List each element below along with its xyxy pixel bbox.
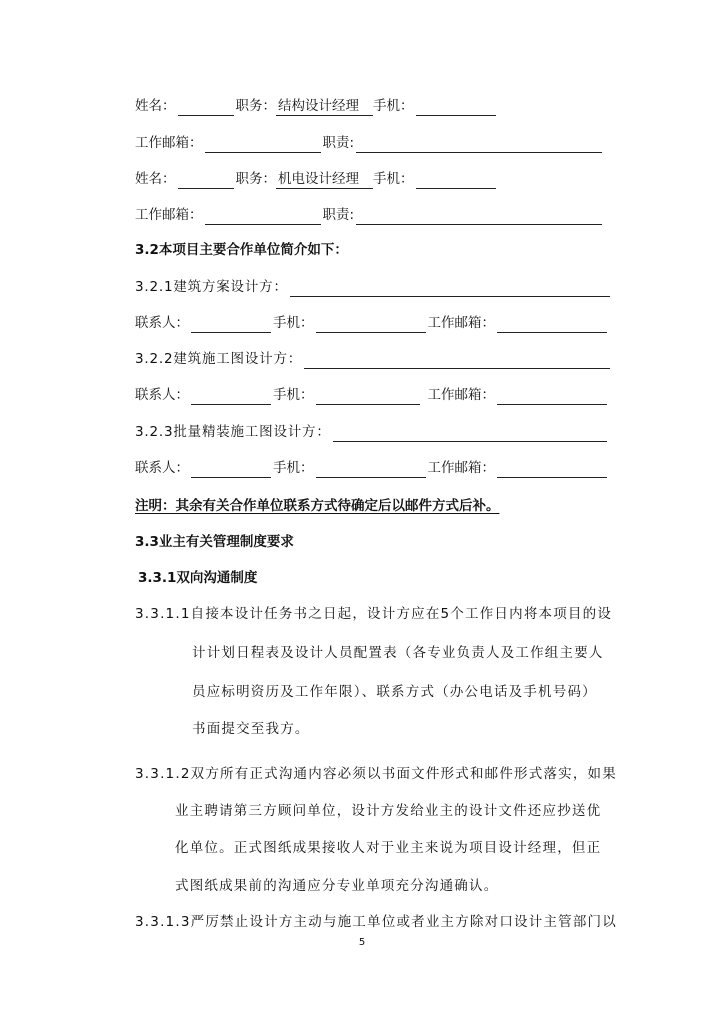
clause-line: 式图纸成果前的沟通应分专业单项充分沟通确认。 — [175, 878, 499, 894]
cooperation-note: 注明：其余有关合作单位联系方式待确定后以邮件方式后补。 — [135, 498, 500, 514]
clause-number: 3.3.1.3 — [135, 914, 191, 930]
unit-label: 3.2.2建筑施工图设计方： — [135, 351, 303, 367]
email-blank — [205, 208, 321, 225]
unit-row — [135, 349, 612, 369]
clause-line: 书面提交至我方。 — [192, 721, 310, 737]
phone-label: 手机： — [273, 387, 314, 403]
clause-3-3-1-2 — [135, 762, 617, 782]
name-label: 姓名： — [135, 171, 176, 187]
email-blank — [497, 388, 607, 405]
section-3-2-heading: 3.2本项目主要合作单位简介如下： — [135, 242, 348, 258]
duty-blank — [356, 208, 602, 225]
email-label: 工作邮箱： — [135, 135, 203, 151]
clause-line: 业主聘请第三方顾问单位，设计方发给业主的设计文件还应抄送优 — [175, 803, 602, 819]
email-label: 工作邮箱： — [135, 207, 203, 223]
unit-blank — [304, 352, 610, 369]
clause-number: 3.3.1.2 — [135, 766, 191, 782]
contact-label: 联系人： — [135, 460, 189, 476]
contact-blank — [191, 316, 271, 333]
name-blank — [178, 99, 234, 116]
clause-3-3-1-1 — [135, 602, 612, 622]
unit-blank — [290, 280, 610, 297]
unit-row — [135, 422, 609, 442]
unit-label: 3.2.3批量精装施工图设计方： — [135, 424, 331, 440]
clause-line: 计计划日程表及设计人员配置表（各专业负责人及工作组主要人 — [192, 645, 604, 661]
email-label: 工作邮箱： — [427, 315, 495, 331]
contact-label: 联系人： — [135, 387, 189, 403]
page-number: 5 — [358, 937, 366, 948]
clause-number: 3.3.1.1 — [135, 606, 191, 622]
contact-row-name — [135, 169, 498, 189]
email-label: 工作邮箱： — [427, 387, 495, 403]
duty-blank — [356, 136, 602, 153]
name-label: 姓名： — [135, 98, 176, 114]
clause-line: 化单位。正式图纸成果接收人对于业主来说为项目设计经理，但正 — [175, 840, 602, 856]
clause-line: 员应标明资历及工作年限）、联系方式（办公电话及手机号码） — [192, 684, 597, 700]
phone-blank — [316, 461, 426, 478]
position-label: 职务： — [235, 171, 276, 187]
phone-label: 手机： — [273, 315, 314, 331]
unit-contact-row — [135, 385, 609, 405]
unit-row — [135, 277, 612, 297]
contact-row-email — [135, 205, 604, 225]
position-label: 职务： — [235, 98, 276, 114]
unit-label: 3.2.1建筑方案设计方： — [135, 279, 288, 295]
duty-label: 职责: — [322, 135, 355, 151]
contact-label: 联系人： — [135, 315, 189, 331]
clause-line: 严厉禁止设计方主动与施工单位或者业主方除对口设计主管部门以 — [190, 914, 617, 930]
position-value: 结构设计经理 — [276, 97, 373, 116]
phone-blank — [316, 316, 426, 333]
section-3-3-1-heading: 3.3.1双向沟通制度 — [138, 570, 258, 586]
email-blank — [497, 316, 607, 333]
name-blank — [178, 172, 234, 189]
contact-row-name — [135, 96, 498, 116]
section-3-3-heading: 3.3业主有关管理制度要求 — [135, 534, 294, 550]
email-blank — [497, 461, 607, 478]
duty-label: 职责: — [322, 207, 355, 223]
unit-blank — [333, 425, 607, 442]
position-value: 机电设计经理 — [276, 170, 373, 189]
phone-label: 手机： — [373, 171, 414, 187]
clause-line: 双方所有正式沟通内容必须以书面文件形式和邮件形式落实，如果 — [190, 766, 617, 782]
email-blank — [205, 136, 321, 153]
clause-3-3-1-3 — [135, 910, 617, 930]
phone-blank — [416, 99, 496, 116]
clause-line: 自接本设计任务书之日起，设计方应在5个工作日内将本项目的设 — [190, 606, 613, 622]
phone-blank — [316, 388, 420, 405]
phone-blank — [416, 172, 496, 189]
contact-row-email — [135, 133, 604, 153]
contact-blank — [191, 461, 271, 478]
contact-blank — [191, 388, 271, 405]
phone-label: 手机： — [373, 98, 414, 114]
phone-label: 手机： — [273, 460, 314, 476]
email-label: 工作邮箱： — [427, 460, 495, 476]
unit-contact-row — [135, 458, 609, 478]
unit-contact-row — [135, 313, 609, 333]
